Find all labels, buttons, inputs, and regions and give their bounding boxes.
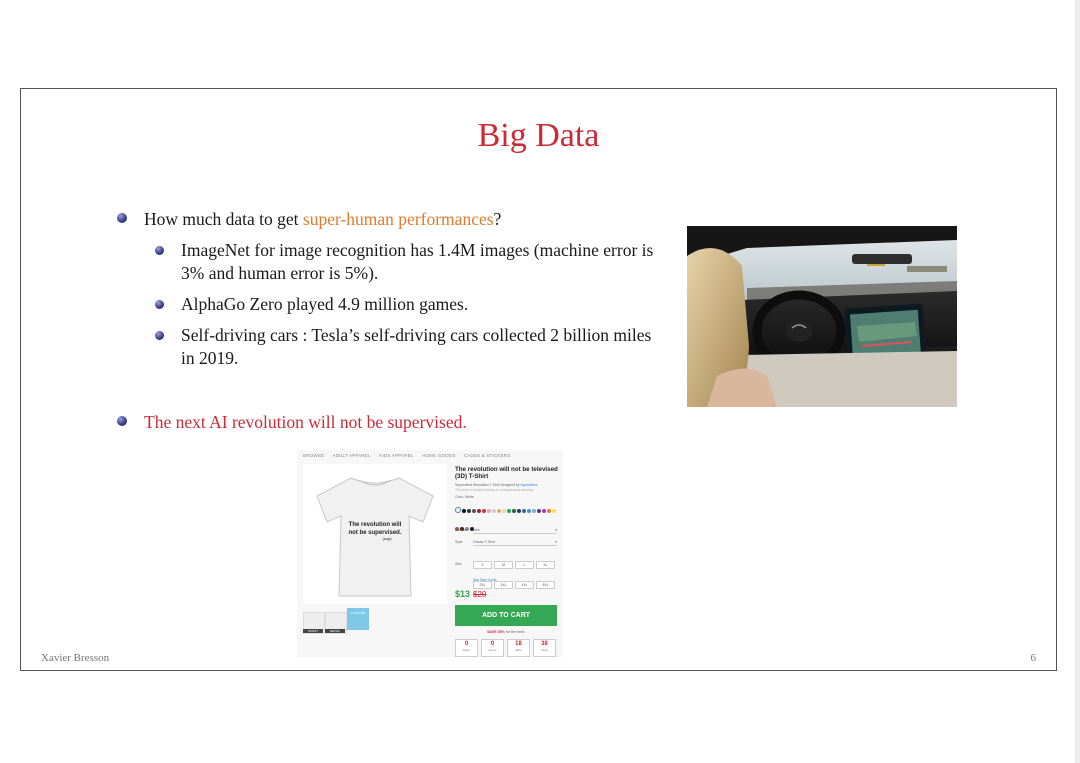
shop-nav-item[interactable]: ADULT APPAREL — [332, 453, 371, 458]
save-percent: SAVE 35% — [487, 630, 505, 634]
color-swatch[interactable] — [462, 509, 466, 513]
countdown-label: Hours — [488, 648, 497, 652]
size-option[interactable]: 2XL — [473, 581, 492, 589]
countdown-timer — [455, 639, 559, 657]
add-to-cart-button[interactable]: ADD TO CART — [455, 605, 557, 626]
chevron-down-icon: ▾ — [555, 540, 557, 544]
color-swatch[interactable] — [512, 509, 516, 513]
sub-bullet-text: ImageNet for image recognition has 1.4M images (machine error is 3% and human error is 5%). — [181, 240, 654, 283]
tshirt-text-note: (sup) — [382, 536, 392, 541]
countdown-number: 18 — [515, 641, 522, 647]
gender-value: Men — [473, 528, 480, 532]
bullet-list — [117, 207, 657, 434]
bullet-data-amount — [117, 207, 657, 231]
shop-nav-item[interactable]: HOME GOODS — [422, 453, 456, 458]
color-swatch[interactable] — [542, 509, 546, 513]
designer-link[interactable]: Agreeables — [520, 483, 538, 487]
shop-nav-item[interactable]: KIDS APPAREL — [379, 453, 414, 458]
size-grid — [473, 553, 559, 593]
product-description: The shirt for those training on unsupervised learning — [455, 488, 534, 492]
color-swatch[interactable] — [532, 509, 536, 513]
color-swatch[interactable] — [472, 509, 476, 513]
style-select[interactable] — [473, 539, 557, 546]
bullet-text: The next AI revolution will not be supervised. — [144, 412, 467, 432]
countdown-hours — [481, 639, 504, 657]
bullet-icon — [117, 213, 127, 223]
bullet-text-suffix: ? — [493, 209, 502, 229]
color-swatch[interactable] — [507, 509, 511, 513]
tshirt-image — [303, 464, 447, 604]
color-swatch[interactable] — [492, 509, 496, 513]
color-swatch[interactable] — [517, 509, 521, 513]
size-option[interactable]: L — [515, 561, 534, 569]
thumbnail-label: DETAIL — [325, 629, 345, 633]
countdown-number: 0 — [464, 641, 469, 647]
bullet-unsupervised — [117, 410, 657, 434]
sub-bullet-text: Self-driving cars : Tesla’s self-driving cars collected 2 billion miles in 2019. — [181, 325, 652, 368]
shop-nav-item[interactable]: BROWSE — [303, 453, 325, 458]
tshirt-text-line2: not be supervised. — [348, 530, 402, 536]
bullet-icon — [155, 246, 164, 255]
color-swatch[interactable] — [502, 509, 506, 513]
page-number: 6 — [1030, 652, 1036, 664]
color-swatch[interactable] — [547, 509, 551, 513]
size-option[interactable]: S — [473, 561, 492, 569]
price-old: $20 — [473, 590, 487, 599]
style-value: Classic T-Shirt — [473, 540, 495, 544]
color-swatch[interactable] — [487, 509, 491, 513]
save-text: for the next: — [504, 630, 525, 634]
size-option[interactable]: XL — [536, 561, 555, 569]
scrollbar[interactable] — [1075, 0, 1080, 763]
color-swatch[interactable] — [552, 509, 556, 513]
color-swatch[interactable] — [497, 509, 501, 513]
gender-select[interactable] — [473, 527, 557, 534]
bullet-icon — [117, 416, 127, 426]
bullet-icon — [155, 331, 164, 340]
color-label: Color: White — [455, 495, 474, 499]
size-option[interactable]: M — [494, 561, 513, 569]
size-option[interactable]: 3XL — [494, 581, 513, 589]
sub-bullet-alphago — [155, 293, 657, 316]
slide — [20, 88, 1057, 671]
style-label: Style — [455, 540, 463, 544]
countdown-number: 38 — [541, 641, 548, 647]
color-swatch[interactable] — [522, 509, 526, 513]
thumbnail-label: FRONT — [303, 629, 323, 633]
footer-author: Xavier Bresson — [41, 652, 110, 664]
color-swatch[interactable] — [482, 509, 486, 513]
bullet-icon — [155, 300, 164, 309]
shop-nav — [303, 453, 517, 458]
color-swatch[interactable] — [455, 507, 461, 513]
product-subtitle — [455, 483, 559, 487]
color-swatch[interactable] — [537, 509, 541, 513]
tshirt-icon — [303, 464, 447, 604]
size-guide-link[interactable]: See Size Guide — [473, 578, 497, 582]
countdown-mins — [507, 639, 530, 657]
countdown-label: Mins — [515, 648, 522, 652]
price — [455, 589, 486, 599]
countdown-secs — [533, 639, 556, 657]
gender-label: Gender — [455, 528, 467, 532]
slide-title: Big Data — [477, 117, 600, 154]
highlight-text: super-human performances — [302, 209, 494, 229]
sub-bullet-tesla — [155, 324, 657, 370]
sub-bullet-imagenet — [155, 239, 657, 285]
countdown-number: 0 — [490, 641, 495, 647]
size-option[interactable]: 4XL — [515, 581, 534, 589]
chevron-down-icon: ▾ — [555, 528, 557, 532]
save-notice — [455, 630, 557, 634]
bullet-text: How much data to get — [144, 209, 303, 229]
shop-nav-item[interactable]: CASES & STICKERS — [464, 453, 511, 458]
countdown-days — [455, 639, 478, 657]
tshirt-shop-screenshot — [297, 450, 563, 657]
size-option[interactable]: 5XL — [536, 581, 555, 589]
car-interior-illustration — [687, 226, 957, 407]
countdown-label: Secs — [541, 648, 548, 652]
sub-bullet-text: AlphaGo Zero played 4.9 million games. — [181, 294, 469, 314]
size-label: Size — [455, 562, 462, 566]
product-title: The revolution will not be televised (3D) T-Shirt — [455, 466, 558, 480]
product-subtitle-text: Supervised Revolution T-Shirt Designed by — [455, 483, 521, 487]
countdown-label: Days — [463, 648, 470, 652]
color-swatch[interactable] — [527, 509, 531, 513]
color-swatch[interactable] — [477, 509, 481, 513]
tshirt-text-line1: The revolution will — [348, 522, 402, 528]
tesla-interior-photo — [687, 226, 957, 407]
thumbnail-promo[interactable]: 3 FOR $36 — [347, 608, 369, 630]
color-swatch[interactable] — [467, 509, 471, 513]
price-current: $13 — [455, 589, 471, 599]
